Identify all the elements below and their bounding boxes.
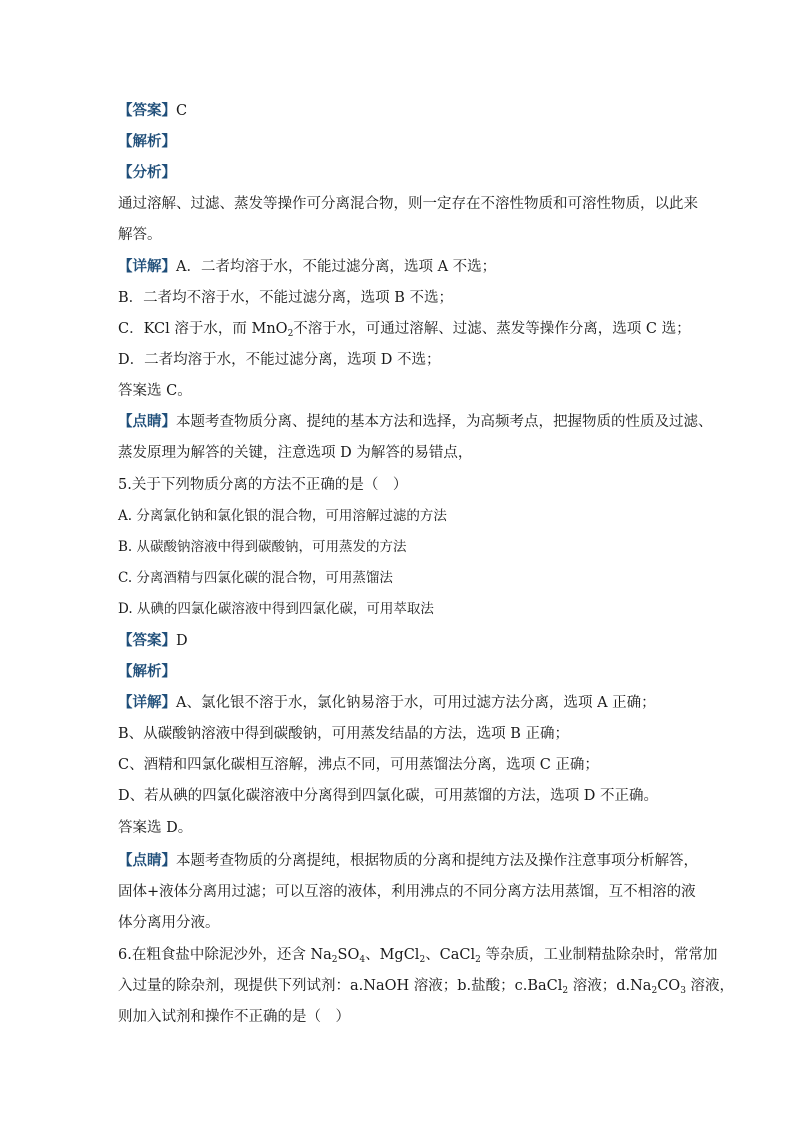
q4-detail-c-line	[118, 319, 691, 339]
analysis-tag: 【解析】	[118, 663, 176, 680]
q6-text-seg: 等杂质，工业制精盐除杂时，常常加	[480, 947, 718, 963]
q6-sub: 4	[359, 955, 366, 965]
detail-tag: 【详解】	[118, 694, 176, 711]
q6-sub: 2	[419, 955, 426, 965]
q6-stem-line-2	[118, 976, 734, 996]
q4-detail-d: D．二者均溶于水，不能过滤分离，选项 D 不选；	[118, 352, 441, 368]
q5-detail-a-line	[118, 693, 656, 713]
q6-text-seg: 、CaCl	[425, 947, 476, 963]
detail-c-part1: C．KCl 溶于水，而 MnO	[118, 321, 288, 337]
answer-value: D	[176, 633, 188, 649]
q5-detail-c: C、酒精和四氯化碳相互溶解，沸点不同，可用蒸馏法分离，选项 C 正确；	[118, 757, 599, 773]
fenxi-tag: 【分析】	[118, 164, 176, 181]
q6-sub: 2	[651, 986, 658, 996]
q4-fenxi-tag-line	[118, 163, 176, 183]
q4-fenxi-text-2: 解答。	[118, 227, 162, 243]
q4-answer-line	[118, 101, 187, 121]
comment-tag: 【点睛】	[118, 413, 176, 430]
q5-option-c: C. 分离酒精与四氯化碳的混合物，可用蒸馏法	[118, 570, 393, 586]
q5-answer-line	[118, 631, 188, 651]
q5-option-b: B. 从碳酸钠溶液中得到碳酸钠，可用蒸发的方法	[118, 539, 407, 555]
q5-option-a: A. 分离氯化钠和氯化银的混合物，可用溶解过滤的方法	[118, 508, 447, 524]
q6-text-seg: SO	[337, 947, 360, 963]
comment-tag: 【点睛】	[118, 852, 176, 869]
q6-sub: 2	[331, 955, 338, 965]
q5-comment-line-2: 固体+液体分离用过滤；可以互溶的液体，利用沸点的不同分离方法用蒸馏，互不相溶的液	[118, 884, 696, 900]
detail-a: A、氯化银不溶于水，氯化钠易溶于水，可用过滤方法分离，选项 A 正确；	[176, 695, 656, 711]
q5-conclusion: 答案选 D。	[118, 820, 193, 836]
q4-detail-a-line	[118, 257, 496, 277]
q5-detail-d: D、若从碘的四氯化碳溶液中分离得到四氯化碳，可用蒸馏的方法，选项 D 不正确。	[118, 788, 658, 804]
q5-stem: 5.关于下列物质分离的方法不正确的是（ ）	[118, 477, 408, 493]
q6-text-seg: 入过量的除杂剂，现提供下列试剂：a.NaOH 溶液；b.盐酸；c.BaCl	[118, 978, 563, 994]
detail-tag: 【详解】	[118, 258, 176, 275]
q6-sub: 3	[680, 986, 686, 996]
q4-comment-line-2: 蒸发原理为解答的关键，注意选项 D 为解答的易错点，	[118, 445, 473, 461]
detail-a: A．二者均溶于水，不能过滤分离，选项 A 不选；	[176, 259, 497, 275]
detail-c-sub: 2	[287, 329, 294, 339]
q6-stem-line-3: 则加入试剂和操作不正确的是（ ）	[118, 1009, 350, 1025]
q4-fenxi-text-1: 通过溶解、过滤、蒸发等操作可分离混合物，则一定存在不溶性物质和可溶性物质，以此来	[118, 196, 698, 212]
q6-text-seg: CO	[657, 978, 681, 994]
q4-analysis-tag	[118, 132, 176, 152]
q5-detail-b: B、从碳酸钠溶液中得到碳酸钠，可用蒸发结晶的方法，选项 B 正确；	[118, 726, 570, 742]
comment-text-1: 本题考查物质分离、提纯的基本方法和选择，为高频考点，把握物质的性质及过滤、	[176, 414, 713, 430]
analysis-tag: 【解析】	[118, 133, 176, 150]
q6-sub: 2	[562, 986, 569, 996]
q5-option-d: D. 从碘的四氯化碳溶液中得到四氯化碳，可用萃取法	[118, 601, 434, 617]
q6-text-seg: 溶液；d.Na	[568, 978, 652, 994]
q6-text-seg: 6.在粗食盐中除泥沙外，还含 Na	[118, 947, 332, 963]
q4-conclusion: 答案选 C。	[118, 383, 192, 399]
q5-comment-line-3: 体分离用分液。	[118, 915, 220, 931]
q6-stem-line-1	[118, 945, 718, 965]
q4-detail-b: B．二者均不溶于水，不能过滤分离，选项 B 不选；	[118, 290, 454, 306]
answer-tag: 【答案】	[118, 102, 176, 119]
answer-tag: 【答案】	[118, 632, 176, 649]
q5-analysis-tag	[118, 662, 176, 682]
q5-comment-line-1	[118, 851, 698, 871]
detail-c-part2: 不溶于水，可通过溶解、过滤、蒸发等操作分离，选项 C 选；	[293, 321, 691, 337]
q6-text-seg: 、MgCl	[365, 947, 420, 963]
q4-comment-line-1	[118, 412, 713, 432]
answer-value: C	[176, 103, 188, 119]
q6-sub: 2	[475, 955, 481, 965]
q6-text-seg: 溶液，	[685, 978, 735, 994]
comment-text-1: 本题考查物质的分离提纯，根据物质的分离和提纯方法及操作注意事项分析解答，	[176, 853, 698, 869]
